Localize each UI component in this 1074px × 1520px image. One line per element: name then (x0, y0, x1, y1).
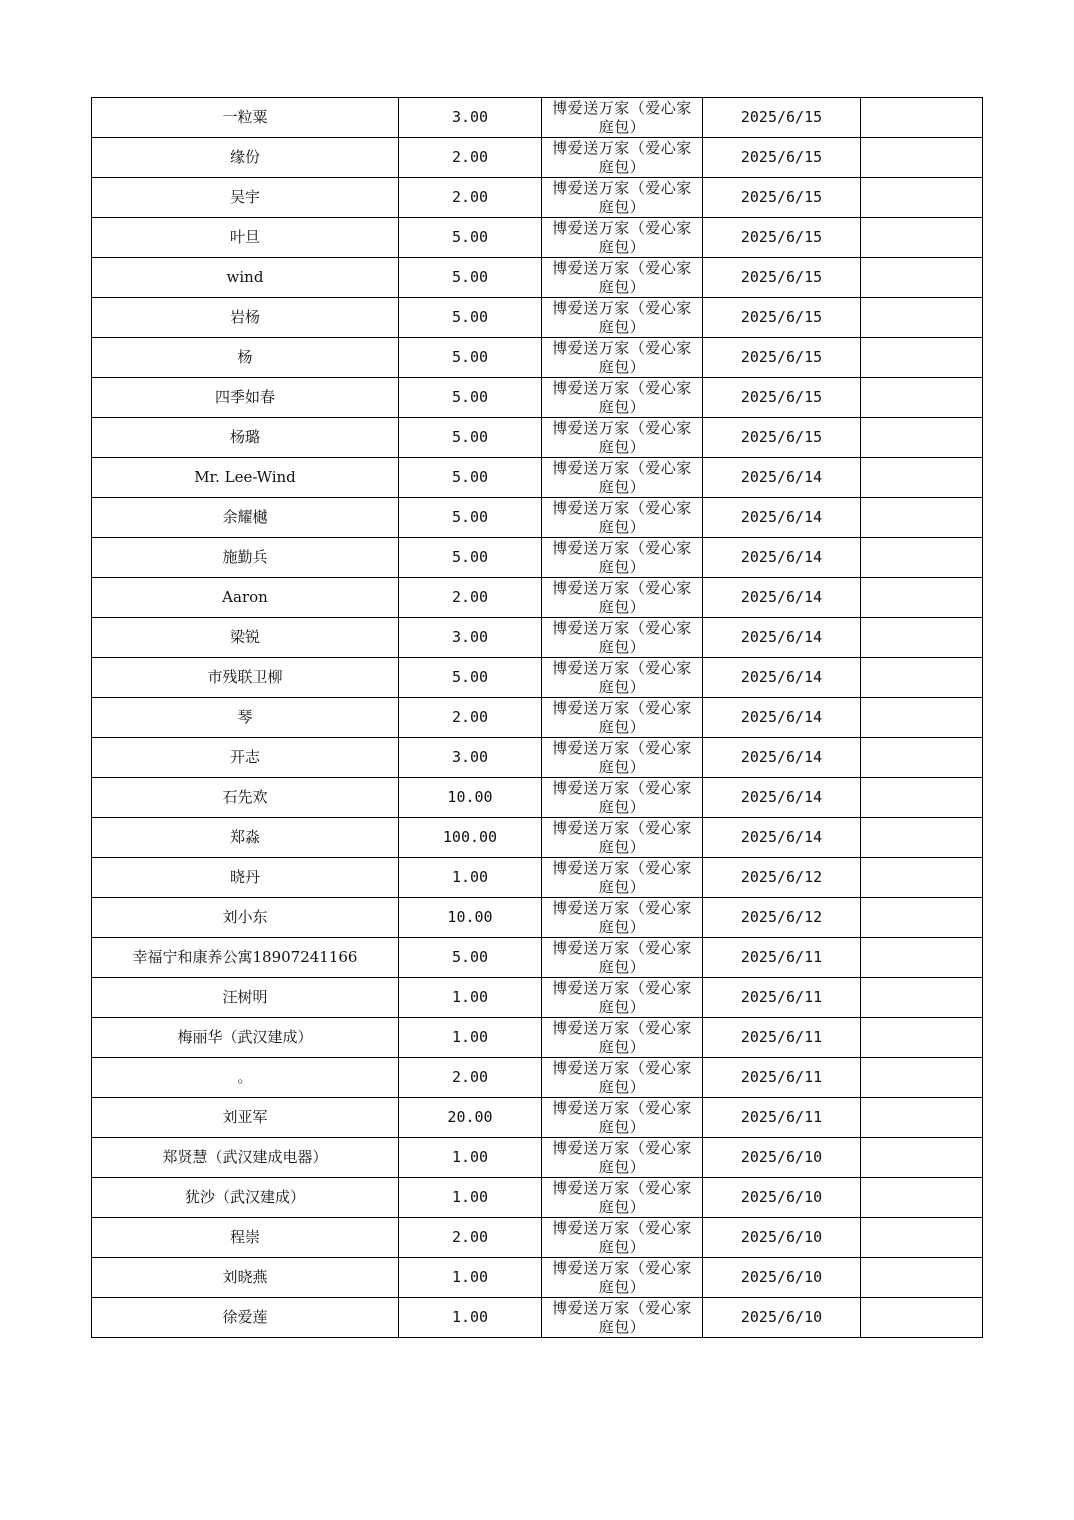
amount-cell: 1.00 (399, 1298, 542, 1338)
donor-name-cell: 程崇 (92, 1218, 399, 1258)
note-cell (861, 258, 983, 298)
project-label: 博爱送万家（爱心家庭包） (552, 1218, 692, 1256)
donor-name-cell: 郑贤慧（武汉建成电器） (92, 1138, 399, 1178)
amount-cell: 5.00 (399, 258, 542, 298)
date-cell: 2025/6/10 (703, 1258, 861, 1298)
date-cell: 2025/6/14 (703, 458, 861, 498)
amount-cell: 5.00 (399, 418, 542, 458)
note-cell (861, 498, 983, 538)
project-label: 博爱送万家（爱心家庭包） (552, 658, 692, 696)
amount-cell: 5.00 (399, 218, 542, 258)
date-cell: 2025/6/15 (703, 178, 861, 218)
table-row (92, 1138, 983, 1178)
table-row (92, 258, 983, 298)
table-row (92, 658, 983, 698)
donor-name-cell: 晓丹 (92, 858, 399, 898)
donor-name-cell: 开志 (92, 738, 399, 778)
donor-name-cell: Mr. Lee-Wind (92, 458, 399, 498)
project-cell (542, 1218, 703, 1258)
date-cell: 2025/6/14 (703, 818, 861, 858)
note-cell (861, 778, 983, 818)
project-cell (542, 98, 703, 138)
table-row (92, 618, 983, 658)
donor-name-cell: 梁锐 (92, 618, 399, 658)
donor-name-cell: 施勤兵 (92, 538, 399, 578)
project-label: 博爱送万家（爱心家庭包） (552, 978, 692, 1016)
table-row (92, 778, 983, 818)
table-row (92, 1218, 983, 1258)
table-row (92, 338, 983, 378)
project-cell (542, 938, 703, 978)
date-cell: 2025/6/12 (703, 858, 861, 898)
table-row (92, 698, 983, 738)
project-label: 博爱送万家（爱心家庭包） (552, 738, 692, 776)
project-label: 博爱送万家（爱心家庭包） (552, 938, 692, 976)
date-cell: 2025/6/14 (703, 618, 861, 658)
note-cell (861, 618, 983, 658)
donor-name-cell: 徐爱莲 (92, 1298, 399, 1338)
project-cell (542, 778, 703, 818)
note-cell (861, 458, 983, 498)
note-cell (861, 538, 983, 578)
date-cell: 2025/6/10 (703, 1138, 861, 1178)
donor-name-cell: 。 (92, 1058, 399, 1098)
project-label: 博爱送万家（爱心家庭包） (552, 1058, 692, 1096)
project-label: 博爱送万家（爱心家庭包） (552, 1138, 692, 1176)
date-cell: 2025/6/15 (703, 418, 861, 458)
amount-cell: 2.00 (399, 1058, 542, 1098)
table-row (92, 898, 983, 938)
note-cell (861, 218, 983, 258)
donor-name-cell: 梅丽华（武汉建成） (92, 1018, 399, 1058)
date-cell: 2025/6/15 (703, 98, 861, 138)
date-cell: 2025/6/11 (703, 938, 861, 978)
project-cell (542, 738, 703, 778)
date-cell: 2025/6/15 (703, 258, 861, 298)
note-cell (861, 1178, 983, 1218)
table-row (92, 98, 983, 138)
project-label: 博爱送万家（爱心家庭包） (552, 618, 692, 656)
donor-name-cell: 缘份 (92, 138, 399, 178)
table-row (92, 738, 983, 778)
date-cell: 2025/6/10 (703, 1218, 861, 1258)
date-cell: 2025/6/15 (703, 138, 861, 178)
date-cell: 2025/6/10 (703, 1178, 861, 1218)
donation-table (91, 97, 983, 1338)
amount-cell: 10.00 (399, 898, 542, 938)
date-cell: 2025/6/11 (703, 1098, 861, 1138)
amount-cell: 2.00 (399, 178, 542, 218)
table-row (92, 138, 983, 178)
project-label: 博爱送万家（爱心家庭包） (552, 1018, 692, 1056)
note-cell (861, 1298, 983, 1338)
donor-name-cell: 汪树明 (92, 978, 399, 1018)
donor-name-cell: 吴宇 (92, 178, 399, 218)
project-label: 博爱送万家（爱心家庭包） (552, 698, 692, 736)
project-label: 博爱送万家（爱心家庭包） (552, 138, 692, 176)
amount-cell: 5.00 (399, 538, 542, 578)
donor-name-cell: 一粒粟 (92, 98, 399, 138)
project-label: 博爱送万家（爱心家庭包） (552, 578, 692, 616)
project-label: 博爱送万家（爱心家庭包） (552, 498, 692, 536)
project-label: 博爱送万家（爱心家庭包） (552, 1098, 692, 1136)
project-label: 博爱送万家（爱心家庭包） (552, 218, 692, 256)
amount-cell: 3.00 (399, 98, 542, 138)
table-row (92, 178, 983, 218)
note-cell (861, 858, 983, 898)
note-cell (861, 1258, 983, 1298)
donor-name-cell: 杨 (92, 338, 399, 378)
date-cell: 2025/6/15 (703, 378, 861, 418)
date-cell: 2025/6/11 (703, 978, 861, 1018)
note-cell (861, 1218, 983, 1258)
table-row (92, 538, 983, 578)
table-row (92, 1058, 983, 1098)
table-row (92, 498, 983, 538)
table-row (92, 1298, 983, 1338)
date-cell: 2025/6/11 (703, 1018, 861, 1058)
donor-name-cell: 刘小东 (92, 898, 399, 938)
donor-name-cell: Aaron (92, 578, 399, 618)
note-cell (861, 978, 983, 1018)
amount-cell: 1.00 (399, 978, 542, 1018)
donor-name-cell: 郑淼 (92, 818, 399, 858)
amount-cell: 5.00 (399, 458, 542, 498)
amount-cell: 1.00 (399, 1178, 542, 1218)
project-cell (542, 1178, 703, 1218)
project-label: 博爱送万家（爱心家庭包） (552, 418, 692, 456)
project-label: 博爱送万家（爱心家庭包） (552, 538, 692, 576)
note-cell (861, 658, 983, 698)
note-cell (861, 1058, 983, 1098)
amount-cell: 3.00 (399, 618, 542, 658)
table-row (92, 818, 983, 858)
table-row (92, 578, 983, 618)
table-row (92, 458, 983, 498)
project-label: 博爱送万家（爱心家庭包） (552, 298, 692, 336)
note-cell (861, 818, 983, 858)
project-cell (542, 458, 703, 498)
project-label: 博爱送万家（爱心家庭包） (552, 1298, 692, 1336)
note-cell (861, 938, 983, 978)
table-row (92, 378, 983, 418)
donor-name-cell: 石先欢 (92, 778, 399, 818)
project-cell (542, 1298, 703, 1338)
project-cell (542, 618, 703, 658)
project-cell (542, 338, 703, 378)
project-label: 博爱送万家（爱心家庭包） (552, 778, 692, 816)
project-label: 博爱送万家（爱心家庭包） (552, 858, 692, 896)
project-cell (542, 1018, 703, 1058)
amount-cell: 1.00 (399, 858, 542, 898)
table-row (92, 298, 983, 338)
amount-cell: 5.00 (399, 498, 542, 538)
project-cell (542, 258, 703, 298)
project-label: 博爱送万家（爱心家庭包） (552, 458, 692, 496)
amount-cell: 1.00 (399, 1258, 542, 1298)
project-label: 博爱送万家（爱心家庭包） (552, 98, 692, 136)
donor-name-cell: 岩杨 (92, 298, 399, 338)
project-label: 博爱送万家（爱心家庭包） (552, 258, 692, 296)
project-cell (542, 658, 703, 698)
amount-cell: 5.00 (399, 658, 542, 698)
note-cell (861, 1018, 983, 1058)
date-cell: 2025/6/15 (703, 218, 861, 258)
project-cell (542, 418, 703, 458)
donor-name-cell: 幸福宁和康养公寓18907241166 (92, 938, 399, 978)
donor-name-cell: 杨璐 (92, 418, 399, 458)
donor-name-cell: wind (92, 258, 399, 298)
note-cell (861, 698, 983, 738)
donor-name-cell: 余耀樾 (92, 498, 399, 538)
table-row (92, 1258, 983, 1298)
project-cell (542, 1138, 703, 1178)
project-label: 博爱送万家（爱心家庭包） (552, 898, 692, 936)
note-cell (861, 298, 983, 338)
project-cell (542, 578, 703, 618)
date-cell: 2025/6/15 (703, 298, 861, 338)
amount-cell: 2.00 (399, 138, 542, 178)
project-label: 博爱送万家（爱心家庭包） (552, 1178, 692, 1216)
amount-cell: 2.00 (399, 1218, 542, 1258)
date-cell: 2025/6/14 (703, 538, 861, 578)
note-cell (861, 578, 983, 618)
donor-name-cell: 市残联卫柳 (92, 658, 399, 698)
table-row (92, 218, 983, 258)
amount-cell: 100.00 (399, 818, 542, 858)
project-cell (542, 698, 703, 738)
date-cell: 2025/6/14 (703, 658, 861, 698)
note-cell (861, 418, 983, 458)
project-cell (542, 898, 703, 938)
date-cell: 2025/6/12 (703, 898, 861, 938)
note-cell (861, 738, 983, 778)
project-cell (542, 858, 703, 898)
project-label: 博爱送万家（爱心家庭包） (552, 1258, 692, 1296)
date-cell: 2025/6/14 (703, 778, 861, 818)
donor-name-cell: 刘亚军 (92, 1098, 399, 1138)
donor-name-cell: 琴 (92, 698, 399, 738)
project-cell (542, 218, 703, 258)
project-cell (542, 298, 703, 338)
project-cell (542, 538, 703, 578)
amount-cell: 5.00 (399, 378, 542, 418)
project-label: 博爱送万家（爱心家庭包） (552, 178, 692, 216)
date-cell: 2025/6/14 (703, 578, 861, 618)
note-cell (861, 1098, 983, 1138)
donor-name-cell: 犹沙（武汉建成） (92, 1178, 399, 1218)
project-cell (542, 178, 703, 218)
project-cell (542, 1098, 703, 1138)
note-cell (861, 898, 983, 938)
date-cell: 2025/6/10 (703, 1298, 861, 1338)
note-cell (861, 338, 983, 378)
amount-cell: 5.00 (399, 938, 542, 978)
amount-cell: 3.00 (399, 738, 542, 778)
amount-cell: 1.00 (399, 1018, 542, 1058)
date-cell: 2025/6/11 (703, 1058, 861, 1098)
project-label: 博爱送万家（爱心家庭包） (552, 378, 692, 416)
table-row (92, 1018, 983, 1058)
amount-cell: 5.00 (399, 298, 542, 338)
project-cell (542, 978, 703, 1018)
donation-table-body (92, 98, 983, 1338)
project-cell (542, 498, 703, 538)
date-cell: 2025/6/14 (703, 498, 861, 538)
amount-cell: 2.00 (399, 578, 542, 618)
table-row (92, 1098, 983, 1138)
amount-cell: 20.00 (399, 1098, 542, 1138)
note-cell (861, 138, 983, 178)
table-row (92, 418, 983, 458)
donor-name-cell: 四季如春 (92, 378, 399, 418)
amount-cell: 2.00 (399, 698, 542, 738)
note-cell (861, 98, 983, 138)
table-row (92, 858, 983, 898)
donor-name-cell: 刘晓燕 (92, 1258, 399, 1298)
amount-cell: 10.00 (399, 778, 542, 818)
table-row (92, 1178, 983, 1218)
note-cell (861, 178, 983, 218)
project-cell (542, 1058, 703, 1098)
project-cell (542, 1258, 703, 1298)
amount-cell: 5.00 (399, 338, 542, 378)
note-cell (861, 378, 983, 418)
date-cell: 2025/6/14 (703, 738, 861, 778)
note-cell (861, 1138, 983, 1178)
table-row (92, 978, 983, 1018)
project-cell (542, 818, 703, 858)
donor-name-cell: 叶旦 (92, 218, 399, 258)
project-cell (542, 138, 703, 178)
date-cell: 2025/6/14 (703, 698, 861, 738)
project-label: 博爱送万家（爱心家庭包） (552, 818, 692, 856)
project-cell (542, 378, 703, 418)
amount-cell: 1.00 (399, 1138, 542, 1178)
table-row (92, 938, 983, 978)
project-label: 博爱送万家（爱心家庭包） (552, 338, 692, 376)
date-cell: 2025/6/15 (703, 338, 861, 378)
